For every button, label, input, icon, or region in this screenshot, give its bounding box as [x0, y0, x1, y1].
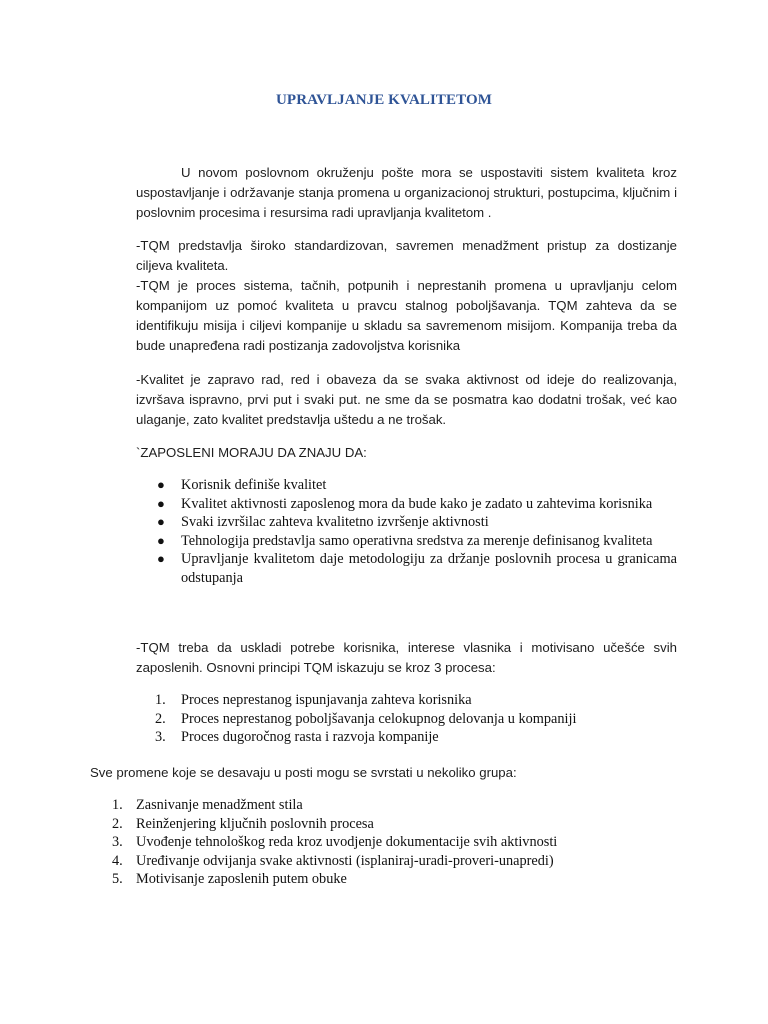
- tqm-definition-paragraph: -TQM predstavlja široko standardizovan, savremen menadžment pristup za dostizanje ciljeva kvaliteta.: [136, 238, 677, 273]
- list-item: 3. Proces dugoročnog rasta i razvoja kompanije: [155, 729, 439, 746]
- list-item: 1. Zasnivanje menadžment stila: [112, 797, 303, 813]
- list-item: ● Kvalitet aktivnosti zaposlenog mora da bude kako je zadato u zahtevima korisnika: [157, 495, 653, 512]
- tqm-process-paragraph: -TQM je proces sistema, tačnih, potpunih i neprestanih promena u upravljanju celom kompanijom uz pomoć kvaliteta u pravcu stalnog poboljšavanja. TQM zahteva da se identifikuju misija i ciljevi kompanije u skladu sa savremenom misijom. Kompanija treba da bude unapređena radi postizanja zadovoljstva korisnika: [136, 278, 677, 353]
- list-item: ● Tehnologija predstavlja samo operativna sredstva za merenje definisanog kvaliteta: [157, 532, 653, 549]
- bullet-icon: ●: [157, 514, 165, 530]
- quality-paragraph: -Kvalitet je zapravo rad, red i obaveza da se svaka aktivnost od ideje do realizovanja, izvršava ispravno, prvi put i svaki put. ne sme da se posmatra kao dodatni trošak, već kao ulaganje, zato kvalitet predstavlja uštedu a ne trošak.: [136, 372, 677, 427]
- list-item: ● Korisnik definiše kvalitet: [157, 477, 327, 493]
- groups-intro: Sve promene koje se desavaju u posti mogu se svrstati u nekoliko grupa:: [90, 765, 517, 780]
- list-item: 2. Proces neprestanog poboljšavanja celokupnog delovanja u kompaniji: [155, 710, 577, 727]
- tqm-harmonize-paragraph: -TQM treba da uskladi potrebe korisnika, interese vlasnika i motivisano učešće svih zaposlenih. Osnovni principi TQM iskazuju se kroz 3 procesa:: [136, 640, 677, 675]
- employees-heading: `ZAPOSLENI MORAJU DA ZNAJU DA:: [136, 445, 367, 460]
- list-item: ● Svaki izvršilac zahteva kvalitetno izvršenje aktivnosti: [157, 514, 489, 531]
- list-item: 3. Uvođenje tehnološkog reda kroz uvodjenje dokumentacije svih aktivnosti: [112, 834, 558, 851]
- bullet-icon: ●: [157, 495, 165, 511]
- employees-bullet-list: [157, 476, 677, 588]
- document-title: UPRAVLJANJE KVALITETOM: [276, 92, 492, 108]
- bullet-icon: ●: [157, 477, 165, 492]
- bullet-icon: ●: [157, 551, 165, 567]
- list-item: 1. Proces neprestanog ispunjavanja zahteva korisnika: [155, 692, 472, 708]
- principles-list: [155, 691, 681, 747]
- list-item: 5. Motivisanje zaposlenih putem obuke: [112, 871, 347, 888]
- list-item: 4. Uređivanje odvijanja svake aktivnosti (isplaniraj-uradi-proveri-unapredi): [112, 852, 554, 869]
- bullet-icon: ●: [157, 532, 165, 548]
- list-item: ● Upravljanje kvalitetom daje metodologiju za držanje poslovnih procesa u granicama odstupanja: [157, 551, 677, 586]
- intro-paragraph: U novom poslovnom okruženju pošte mora se uspostaviti sistem kvaliteta kroz uspostavljanje i održavanje stanja promena u organizacionoj strukturi, postupcima, ključnim i poslovnim procesima i resursima radi upravljanja kvalitetom .: [136, 165, 677, 220]
- list-item: 2. Reinženjering ključnih poslovnih procesa: [112, 815, 374, 832]
- groups-list: [112, 796, 676, 889]
